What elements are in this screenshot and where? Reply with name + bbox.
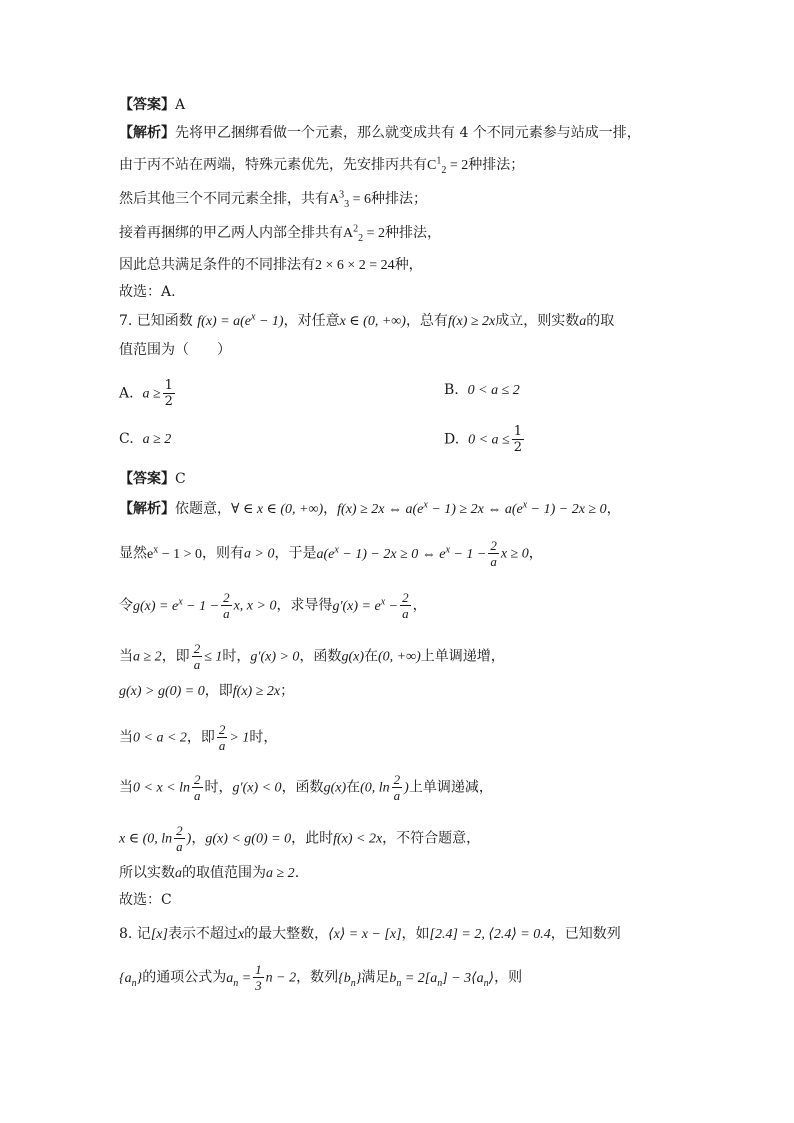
q6-analysis-line4 (119, 224, 441, 243)
perm-sub-2: 2 (358, 232, 364, 244)
q7-a4-le: ≤ 1 (204, 649, 223, 665)
a2-sup1: x (334, 543, 339, 555)
q7-a4-pre: 当 (119, 648, 133, 665)
option-c-label: C. (119, 431, 134, 447)
bn-rest3: ⟩ (488, 970, 495, 986)
option-d-expr: 0 < a ≤ (468, 432, 510, 448)
option-a-expr: a ≥ (142, 386, 161, 402)
q8-p1-mid3: ，如 (401, 926, 430, 942)
perm-sub: 3 (344, 198, 350, 210)
q7-a7-mid: 时， (204, 779, 233, 796)
q7-a7-pre: 当 (119, 779, 133, 796)
q7-a4-cond: a ≥ 2 (133, 649, 162, 665)
q8-bn (389, 970, 495, 989)
q7-a3-fraction (221, 590, 232, 621)
q7-a8-mid: ， (191, 830, 206, 847)
frac-den: a (176, 839, 183, 854)
option-d-fraction (512, 424, 524, 455)
perm-sup: 3 (339, 189, 345, 201)
q7-stem-p5: 的取 (586, 313, 615, 329)
chain-part1: f(x) ≥ 2x ⇔ a(e (337, 502, 424, 517)
q7-answer: C (175, 471, 186, 487)
comb-eq: = 2 (446, 158, 469, 173)
bn-base: b (389, 970, 397, 986)
q7-var-a: a (579, 314, 587, 329)
q7-a5-f: f(x) ≥ 2x (232, 684, 281, 699)
q7-ineq: f(x) ≥ 2x (447, 314, 496, 329)
q7-a4-mid2: 时， (222, 648, 251, 665)
q7-a2-pre: 显然 (119, 545, 147, 562)
q7-a9-mid: 的取值范围为 (182, 865, 266, 881)
q8-p1-pre: 8. 记 (119, 926, 151, 942)
q8-p2-mid3: 满足 (361, 969, 390, 986)
q8-var-x: x (237, 927, 245, 942)
q7-a3-g3: x, x > 0 (233, 598, 277, 614)
option-c-expr: a ≥ 2 (142, 432, 172, 447)
q7-analysis-line8 (119, 823, 480, 854)
q7-a4-int: (0, +∞) (377, 649, 421, 665)
bn-sub2: n (437, 977, 443, 989)
q7-a6-pre: 当 (119, 729, 133, 746)
frac-den: 3 (255, 978, 262, 993)
frac-den: a (194, 788, 201, 803)
q7-a6-end: 时， (249, 729, 278, 746)
q7-a4-g: g(x) (341, 649, 364, 665)
gp-def2: − (385, 598, 399, 614)
frac-den: a (402, 606, 409, 621)
q7-analysis-line2 (119, 538, 543, 569)
q7-a3-end: ， (412, 597, 427, 614)
q7-f-sup: x (251, 311, 256, 323)
q7-option-b[interactable] (444, 381, 520, 400)
frac-den: a (218, 738, 226, 753)
q8-seq-a (119, 970, 143, 989)
q7-a6-mid: ，即 (186, 729, 215, 746)
q7-analysis-line1 (119, 500, 621, 519)
q7-a1-chain (337, 499, 607, 517)
seq-b-close: } (355, 970, 362, 986)
q7-a9-end: . (294, 865, 300, 881)
q7-a4-mid4: 在 (363, 648, 378, 665)
g-def1: g(x) = e (133, 598, 179, 614)
q8-example: [2.4] = 2, ⟨2.4⟩ = 0.4 (429, 927, 551, 942)
q7-a2-e (147, 543, 203, 562)
q7-a9-a: a (175, 866, 182, 881)
q7-a7-mid2: ，函数 (281, 779, 324, 796)
q7-function (197, 311, 284, 329)
q8-p2-tail: ，则 (494, 969, 523, 986)
q7-a8-tail: ，不符合题意， (382, 830, 481, 847)
a2-chain3: − 1 − (449, 546, 487, 562)
seq-b-sub: n (350, 977, 356, 989)
q7-a7-gp: g′(x) < 0 (232, 780, 282, 796)
q7-a2-chain (316, 543, 487, 562)
q7-a4-mid: ，即 (161, 648, 190, 665)
q7-a7-tail: 上单调递减， (408, 779, 493, 796)
q8-p1-mid2: 的最大整数， (244, 926, 329, 942)
q7-a8-expr: x ∈ (0, ln (119, 831, 173, 847)
bn-sub3: n (483, 977, 489, 989)
q7-a7-int-end: ) (404, 780, 409, 796)
q7-option-a[interactable] (119, 378, 177, 409)
q7-choose: 故选：C (119, 892, 172, 908)
frac-den: 2 (513, 440, 523, 455)
q7-stem-line2: 值范围为（ ） (119, 342, 231, 358)
q6-analysis-line5 (119, 256, 423, 275)
q7-a8-g: g(x) < g(0) = 0 (205, 831, 292, 847)
q7-a3-g (133, 595, 220, 614)
q6-line5-tail: 种， (394, 257, 423, 273)
q6-line3-tail: 种排法； (371, 191, 428, 207)
frac-num: 2 (223, 590, 230, 605)
frac-num: 1 (164, 378, 173, 393)
q7-answer-line (119, 470, 186, 488)
frac-den: a (393, 788, 401, 803)
q7-stem-line1 (119, 312, 614, 331)
q7-a6-fraction (217, 722, 228, 753)
perm-sup-2: 2 (353, 223, 359, 235)
perm-symbol: A (329, 192, 340, 207)
q7-analysis-line9 (119, 864, 299, 883)
q7-a4-gp: g′(x) > 0 (250, 649, 300, 665)
frac-den: 2 (164, 394, 173, 409)
q7-analysis-line6 (119, 722, 277, 753)
q7-a7-g: g(x) (323, 780, 347, 796)
g-def2: − 1 − (182, 598, 220, 614)
perm-symbol-2: A (343, 226, 354, 241)
q6-line4-tail: 种排法， (385, 225, 442, 241)
q8-p2-mid2: ，数列 (296, 969, 339, 986)
frac-num: 2 (402, 590, 409, 605)
chain-part2: − 1) ≥ 2x ⇔ a(e (427, 502, 523, 517)
q7-a6-gt: > 1 (229, 730, 250, 746)
q8-floor: [x] (150, 927, 168, 942)
q8-stem-line2 (119, 962, 522, 993)
q7-f-end: − 1) (255, 314, 284, 329)
q7-a3-pre: 令 (119, 597, 133, 614)
chain-sup1: x (423, 499, 428, 511)
q7-stem-p4: 成立，则实数 (495, 313, 580, 329)
q6-line2-formula (427, 155, 469, 176)
a2-chain1: a(e (316, 546, 335, 562)
q6-line4-text: 接着再捆绑的甲乙两人内部全排共有 (119, 225, 343, 241)
q7-a2-mid: ，则有 (202, 545, 245, 562)
option-b-expr: 0 < a ≤ 2 (467, 383, 520, 398)
e-sup: x (153, 543, 159, 555)
analysis-label: 【解析】 (119, 501, 175, 517)
option-a-fraction (163, 378, 175, 409)
q7-a9-pre: 所以实数 (119, 865, 175, 881)
answer-label: 【答案】 (119, 97, 175, 113)
comb-symbol: C (427, 158, 437, 173)
q7-stem-p1: 7. 已知函数 (119, 313, 198, 329)
q6-analysis-line3 (119, 190, 427, 209)
seq-a-sub: n (131, 977, 137, 989)
q7-a7-fraction (192, 772, 203, 803)
q7-a1-end: ， (606, 501, 621, 517)
frac-num: 2 (194, 772, 201, 787)
q7-domain: x ∈ (0, +∞) (339, 314, 406, 329)
q7-a2-end: ， (528, 545, 543, 562)
seq-a-open: {a (119, 970, 132, 986)
q8-an (226, 970, 252, 989)
chain-part3: − 1) − 2x ≥ 0 (527, 502, 607, 517)
q8-an-rest: n − 2 (265, 970, 297, 986)
q7-a3-mid: ，求导得 (276, 597, 333, 614)
q7-f-a: f(x) = a(e (197, 314, 252, 329)
q7-a1-text: 依题意， (175, 501, 231, 517)
q7-analysis-line7 (119, 772, 493, 803)
option-d-label: D. (444, 431, 460, 448)
option-a-label: A. (119, 385, 134, 402)
q8-seq-b (338, 970, 362, 989)
q6-line2-text: 由于丙不站在两端，特殊元素优先，先安排丙共有 (119, 157, 427, 173)
bn-rest: = 2[a (401, 970, 438, 986)
comb-sup: 1 (436, 155, 442, 167)
q8-frac-part: ⟨x⟩ = x − [x] (328, 927, 402, 942)
q6-line3-text: 然后其他三个不同元素全排，共有 (119, 191, 329, 207)
q7-stem-p2: ，对任意 (283, 313, 340, 329)
bn-rest2: ] − 3⟨a (442, 970, 484, 986)
q6-choose: 故选：A. (119, 284, 176, 300)
q6-line5-text: 因此总共满足条件的不同排法有 (119, 257, 315, 273)
bn-sub: n (396, 977, 402, 989)
q7-a9-res: a ≥ 2 (266, 866, 295, 881)
q8-an-fraction (253, 962, 264, 993)
g-sup: x (178, 595, 183, 607)
q6-analysis-line1 (119, 124, 641, 142)
q7-a8-expr-end: ) (186, 831, 192, 847)
q6-analysis-intro: 先将甲乙捆绑看做一个元素，那么就变成共有 4 个不同元素参与站成一排， (175, 125, 641, 141)
q7-a8-mid2: ，此时 (291, 830, 334, 847)
q7-analysis-line5 (119, 682, 294, 701)
seq-b-open: {b (338, 970, 351, 986)
q7-a5-expr: g(x) > g(0) = 0 (119, 684, 205, 699)
q6-answer: A (175, 97, 186, 113)
a2-chain2: − 1) − 2x ≥ 0 ⇔ e (338, 546, 446, 562)
q7-a7-fraction2 (392, 772, 403, 803)
frac-den: a (193, 657, 201, 672)
q7-a2-tail: x ≥ 0 (500, 546, 529, 562)
e-rest: − 1 > 0 (158, 546, 203, 562)
q7-a6-cond: 0 < a < 2 (133, 730, 187, 746)
perm-eq-2: = 2 (363, 226, 386, 241)
q8-p2-mid: 的通项公式为 (142, 969, 227, 986)
q8-p1-tail: ，已知数列 (550, 926, 621, 942)
frac-den: a (490, 554, 497, 569)
option-b-label: B. (444, 382, 459, 398)
q7-a3-gp (332, 595, 399, 614)
q7-option-c[interactable] (119, 430, 171, 449)
q7-a8-fraction (174, 823, 185, 854)
q6-analysis-line2 (119, 156, 524, 175)
q8-stem-line1 (119, 925, 621, 944)
q7-stem-p3: ，总有 (405, 313, 448, 329)
gp-def1: g′(x) = e (332, 598, 381, 614)
q7-a5-end: ； (280, 683, 295, 699)
q7-a7-int: (0, ln (360, 780, 390, 796)
seq-a-close: } (136, 970, 143, 986)
q6-line4-formula (343, 223, 386, 244)
e-base: e (147, 546, 154, 562)
q7-a3-fraction2 (400, 590, 411, 621)
frac-num: 2 (490, 538, 497, 553)
q6-answer-line (119, 96, 185, 114)
chain-sup2: x (522, 499, 528, 511)
q7-a2-fraction (488, 538, 499, 569)
q7-analysis-line4 (119, 641, 505, 672)
frac-num: 2 (393, 772, 401, 787)
q7-a1-sep: ， (323, 501, 338, 517)
q7-a2-apos: a > 0 (244, 546, 275, 562)
q7-a2-mid2: ，于是 (274, 545, 317, 562)
a2-sup2: x (445, 543, 450, 555)
q6-line2-tail: 种排法； (468, 157, 525, 173)
an-eq: = (238, 970, 252, 986)
q6-line5-formula: 2 × 6 × 2 = 24 (315, 258, 395, 273)
q7-a4-fraction (192, 641, 203, 672)
frac-num: 2 (176, 823, 183, 838)
q7-option-d[interactable] (444, 424, 526, 455)
frac-num: 1 (255, 962, 262, 977)
q7-a5-mid: ，即 (204, 683, 233, 699)
an-sub: n (233, 977, 239, 989)
frac-num: 1 (513, 424, 523, 439)
q7-a7-cond: 0 < x < ln (133, 780, 190, 796)
q7-a1-expr: ∀ ∈ x ∈ (0, +∞) (231, 502, 324, 517)
perm-eq: = 6 (349, 192, 372, 207)
q7-a7-mid3: 在 (346, 779, 361, 796)
gp-sup: x (380, 595, 386, 607)
q8-p1-mid: 表示不超过 (167, 926, 238, 942)
frac-num: 2 (193, 641, 201, 656)
comb-sub: 2 (441, 164, 447, 176)
q6-line3-formula (329, 189, 372, 210)
an-base: a (226, 970, 234, 986)
q7-a4-tail: 上单调递增， (420, 648, 505, 665)
analysis-label: 【解析】 (119, 125, 175, 141)
q7-a4-mid3: ，函数 (299, 648, 342, 665)
frac-num: 2 (218, 722, 226, 737)
q7-analysis-line3 (119, 590, 427, 621)
answer-label: 【答案】 (119, 471, 175, 487)
q7-a8-f: f(x) < 2x (333, 831, 383, 847)
frac-den: a (223, 606, 230, 621)
